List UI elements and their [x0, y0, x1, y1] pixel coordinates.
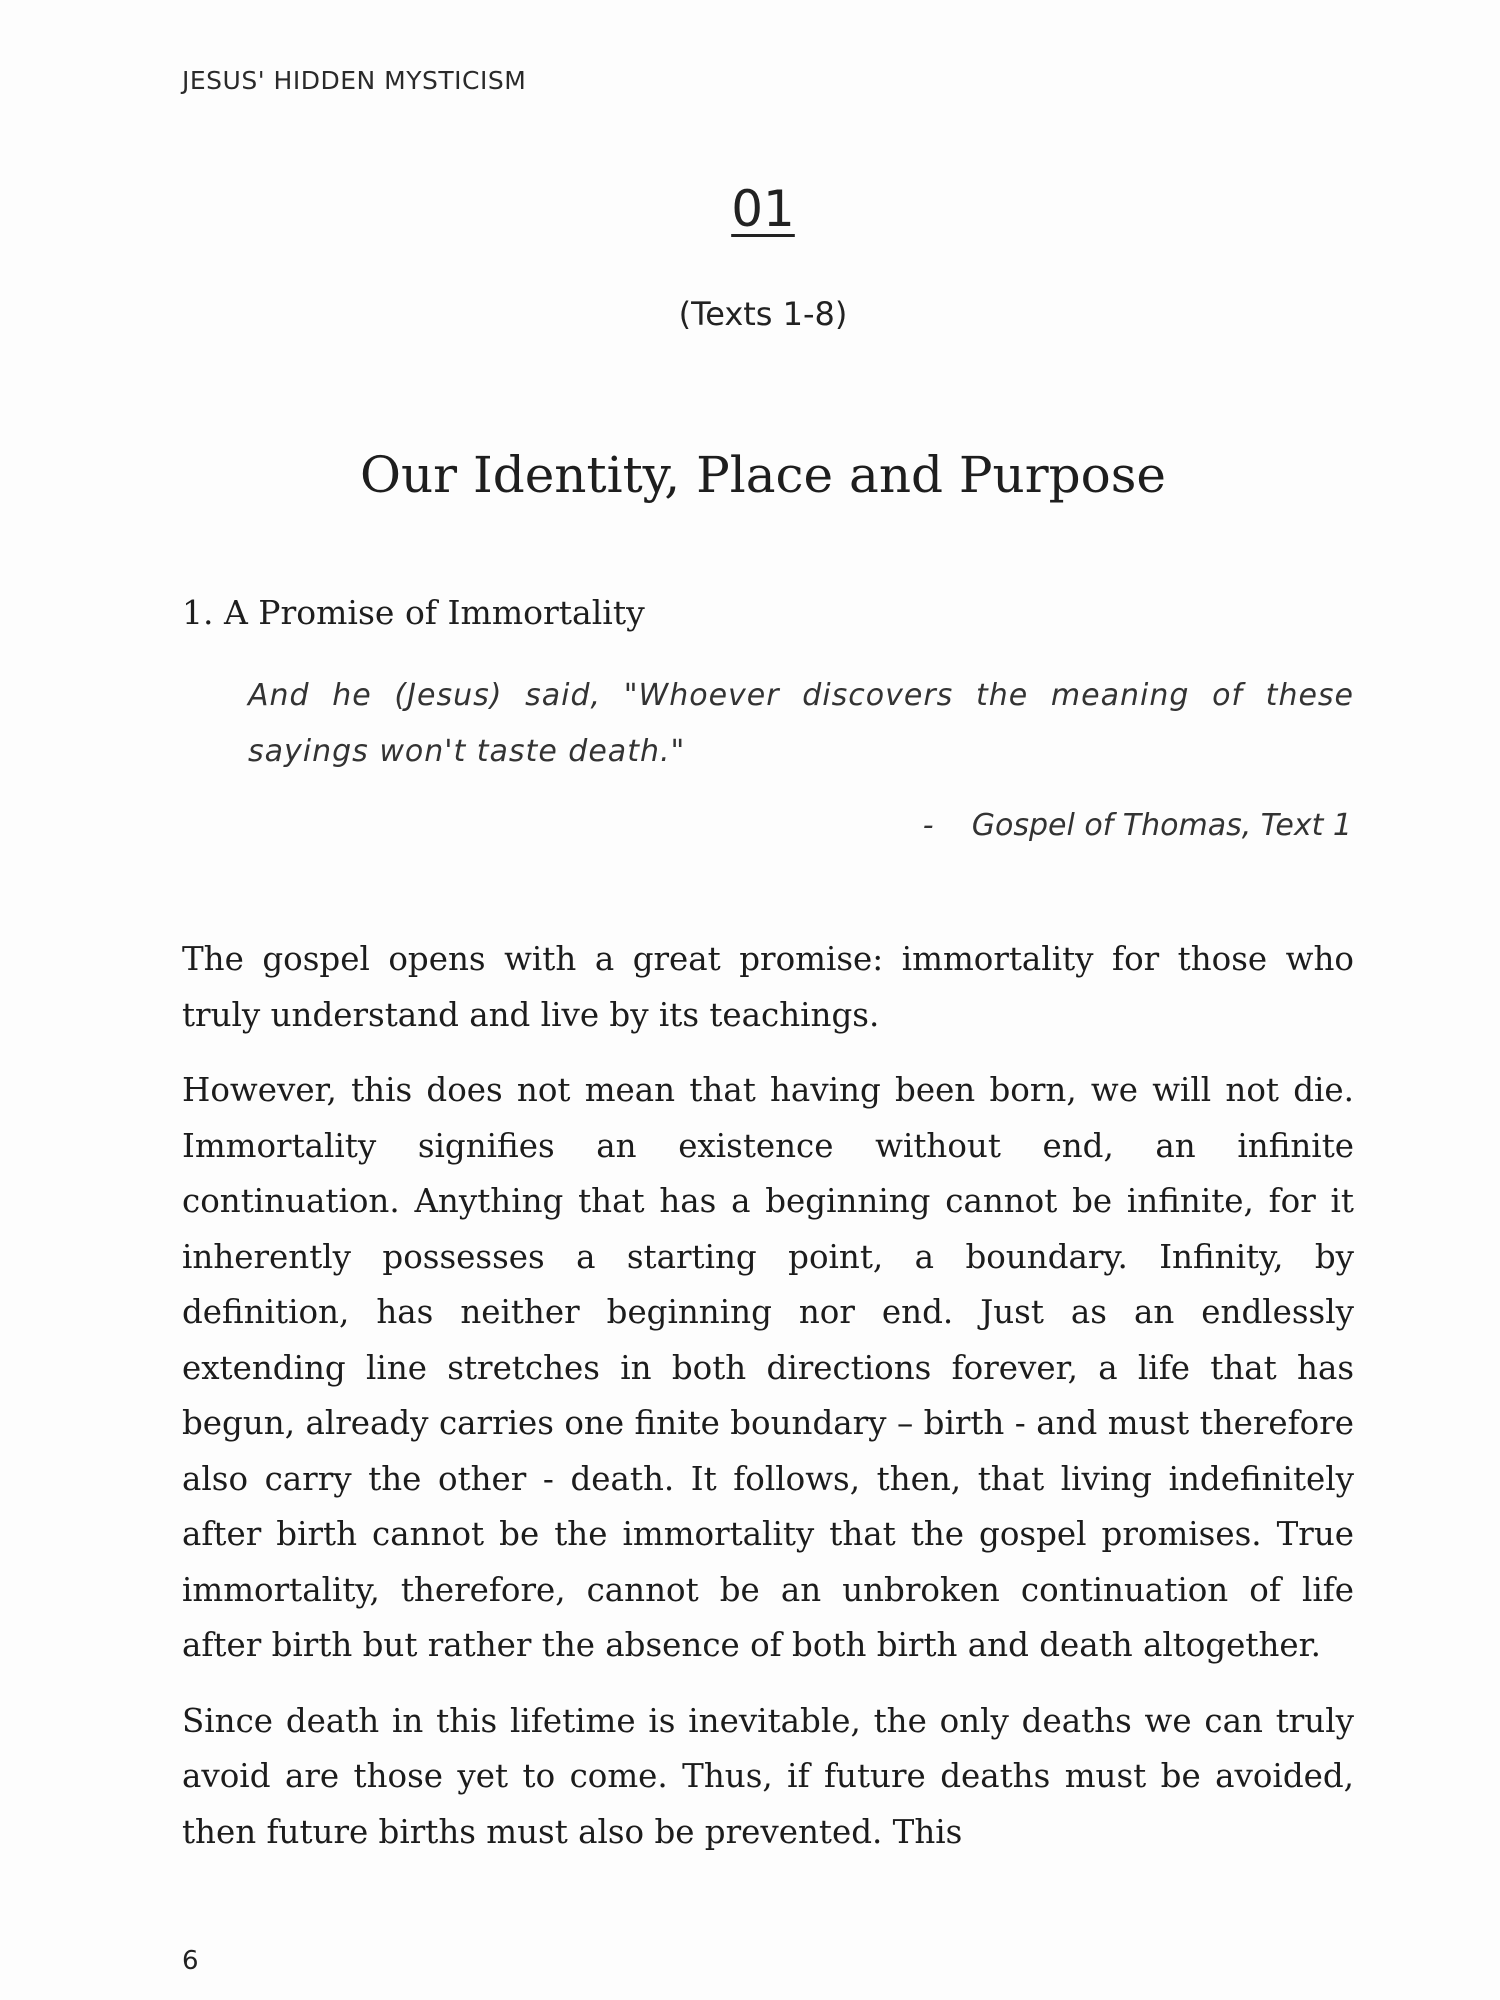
section-heading: 1. A Promise of Immortality [182, 593, 645, 632]
chapter-number: 01 [731, 180, 795, 238]
chapter-title: Our Identity, Place and Purpose [359, 446, 1167, 504]
epigraph-quote: And he (Jesus) said, "Whoever discovers the meaning of these sayings won't taste death." [248, 678, 1354, 769]
paragraph: However, this does not mean that having been born, we will not die. Immortality signifies an existence without end, an infinite continuation. Anything that has a beginning cannot be infinite, for it inherently possesses a starting point, a boundary. Infinity, by definition, has neither beginning nor end. Just as an endlessly extending line stretches in both directions forever, a life that has begun, already carries one finite boundary – birth - and must therefore also carry the other - death. It follows, then, that living indefinitely after birth cannot be the immortality that the gospel promises. True immortality, therefore, cannot be an unbroken continuation of life after birth but rather the absence of both birth and death altogether. [182, 1071, 1354, 1664]
texts-range: (Texts 1-8) [678, 295, 848, 333]
body-text [182, 932, 1354, 1880]
quote-source: - Gospel of Thomas, Text 1 [922, 808, 1352, 843]
paragraph: The gospel opens with a great promise: immortality for those who truly understand and live by its teachings. [182, 940, 1354, 1034]
running-head: JESUS' HIDDEN MYSTICISM [182, 66, 527, 95]
paragraph: Since death in this lifetime is inevitable, the only deaths we can truly avoid are those yet to come. Thus, if future deaths must be avoided, then future births must also be prevented. This [182, 1701, 1354, 1851]
page-number: 6 [182, 1946, 199, 1976]
